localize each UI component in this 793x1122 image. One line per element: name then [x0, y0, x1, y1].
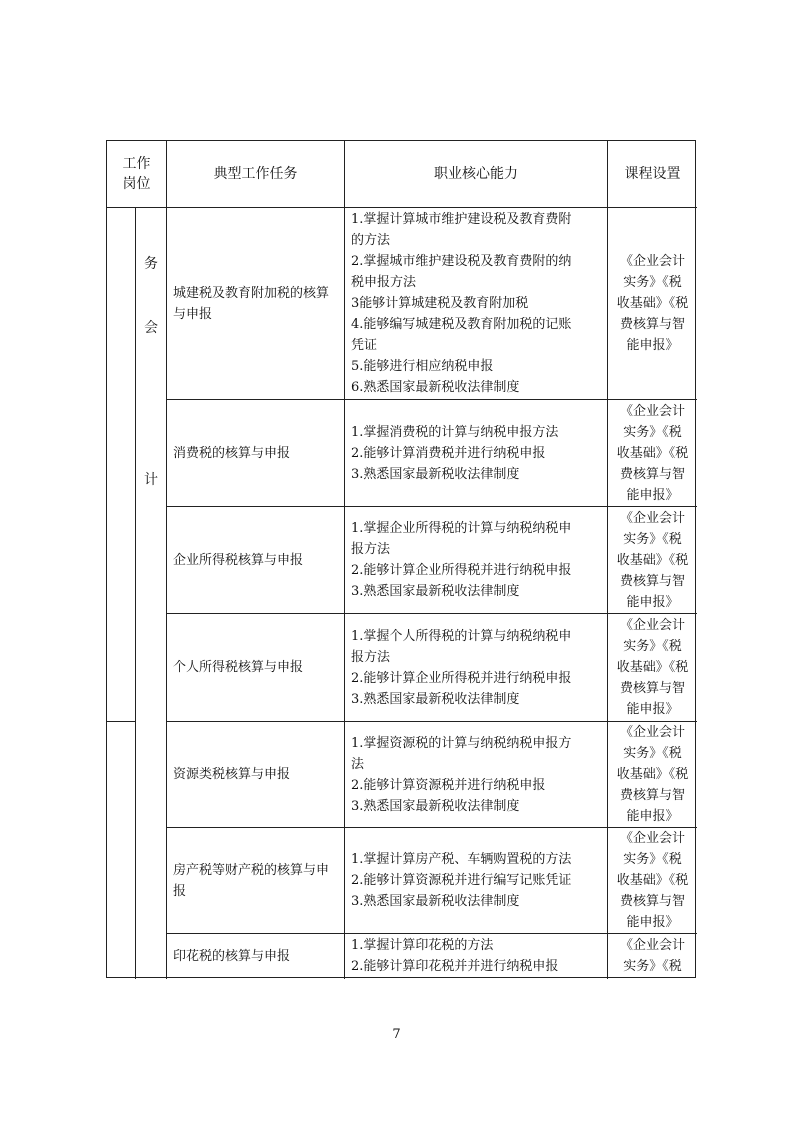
- table-row-task: 城建税及教育附加税的核算与申报: [173, 285, 330, 322]
- table-row-task: 消费税的核算与申报: [173, 445, 291, 461]
- table-row-course: 《企业会计 实务》《税: [619, 938, 685, 974]
- table-row-course: 《企业会计 实务》《税 收基础》《税 费核算与智 能申报》: [616, 403, 689, 503]
- table-row-task: 个人所得税核算与申报: [173, 660, 304, 675]
- table-row-course: 《企业会计 实务》《税 收基础》《税 费核算与智 能申报》: [616, 618, 689, 717]
- header-position-line1: 工作: [122, 156, 151, 172]
- table-row-ability: 1.掌握企业所得税的计算与纳税纳税申 报方法 2.能够计算企业所得税并进行纳税申报 3.熟悉国家最新税收法律制度: [351, 521, 572, 599]
- curriculum-table: [106, 140, 696, 978]
- position-char: 会: [144, 320, 158, 336]
- table-row-course: 《企业会计 实务》《税 收基础》《税 费核算与智 能申报》: [616, 510, 689, 610]
- table-row-ability: 1.掌握资源税的计算与纳税纳税申报方 法 2.能够计算资源税并进行纳税申报 3.熟悉国家最新税收法律制度: [351, 735, 572, 814]
- table-row-course: 《企业会计 实务》《税 收基础》《税 费核算与智 能申报》: [616, 254, 689, 353]
- position-subcolumn-divider: [135, 208, 136, 979]
- header-position: [107, 141, 166, 207]
- position-char: 务: [144, 256, 158, 272]
- table-row-course: 《企业会计 实务》《税 收基础》《税 费核算与智 能申报》: [616, 725, 689, 824]
- table-row-ability: 1.掌握计算印花税的方法 2.能够计算印花税并并进行纳税申报: [351, 938, 559, 974]
- header-course: 课程设置: [624, 166, 681, 182]
- table-row-task: 印花税的核算与申报: [173, 948, 291, 964]
- page-number: 7: [392, 1027, 401, 1042]
- position-divider: [107, 721, 135, 722]
- table-row-task: 企业所得税核算与申报: [173, 552, 304, 568]
- table-row-ability: 1.掌握消费税的计算与纳税申报方法 2.能够计算消费税并进行纳税申报 3.熟悉国家最新税收法律制度: [351, 424, 559, 482]
- table-row-ability: 1.掌握计算房产税、车辆购置税的方法 2.能够计算资源税并进行编写记账凭证 3.熟悉国家最新税收法律制度: [351, 852, 572, 909]
- header-position-line2: 岗位: [122, 176, 151, 192]
- table-row-task: 房产税等财产税的核算与申报: [173, 862, 330, 899]
- table-row-task: 资源类税核算与申报: [173, 767, 291, 782]
- table-row-ability: 1.掌握个人所得税的计算与纳税纳税申 报方法 2.能够计算企业所得税并进行纳税申报 3.熟悉国家最新税收法律制度: [351, 628, 572, 707]
- header-ability: 职业核心能力: [434, 166, 518, 182]
- position-char: 计: [144, 472, 158, 488]
- table-row-ability: 1.掌握计算城市维护建设税及教育费附 的方法 2.掌握城市维护建设税及教育费附的纳 税申报方法 3能够计算城建税及教育附加税 4.能够编写城建税及教育附加税的记账 凭证 5.能够进行相应纳税申报 6.熟悉国家最新税收法律制度: [351, 212, 572, 395]
- header-task: 典型工作任务: [213, 166, 298, 182]
- table-row-course: 《企业会计 实务》《税 收基础》《税 费核算与智 能申报》: [616, 831, 689, 930]
